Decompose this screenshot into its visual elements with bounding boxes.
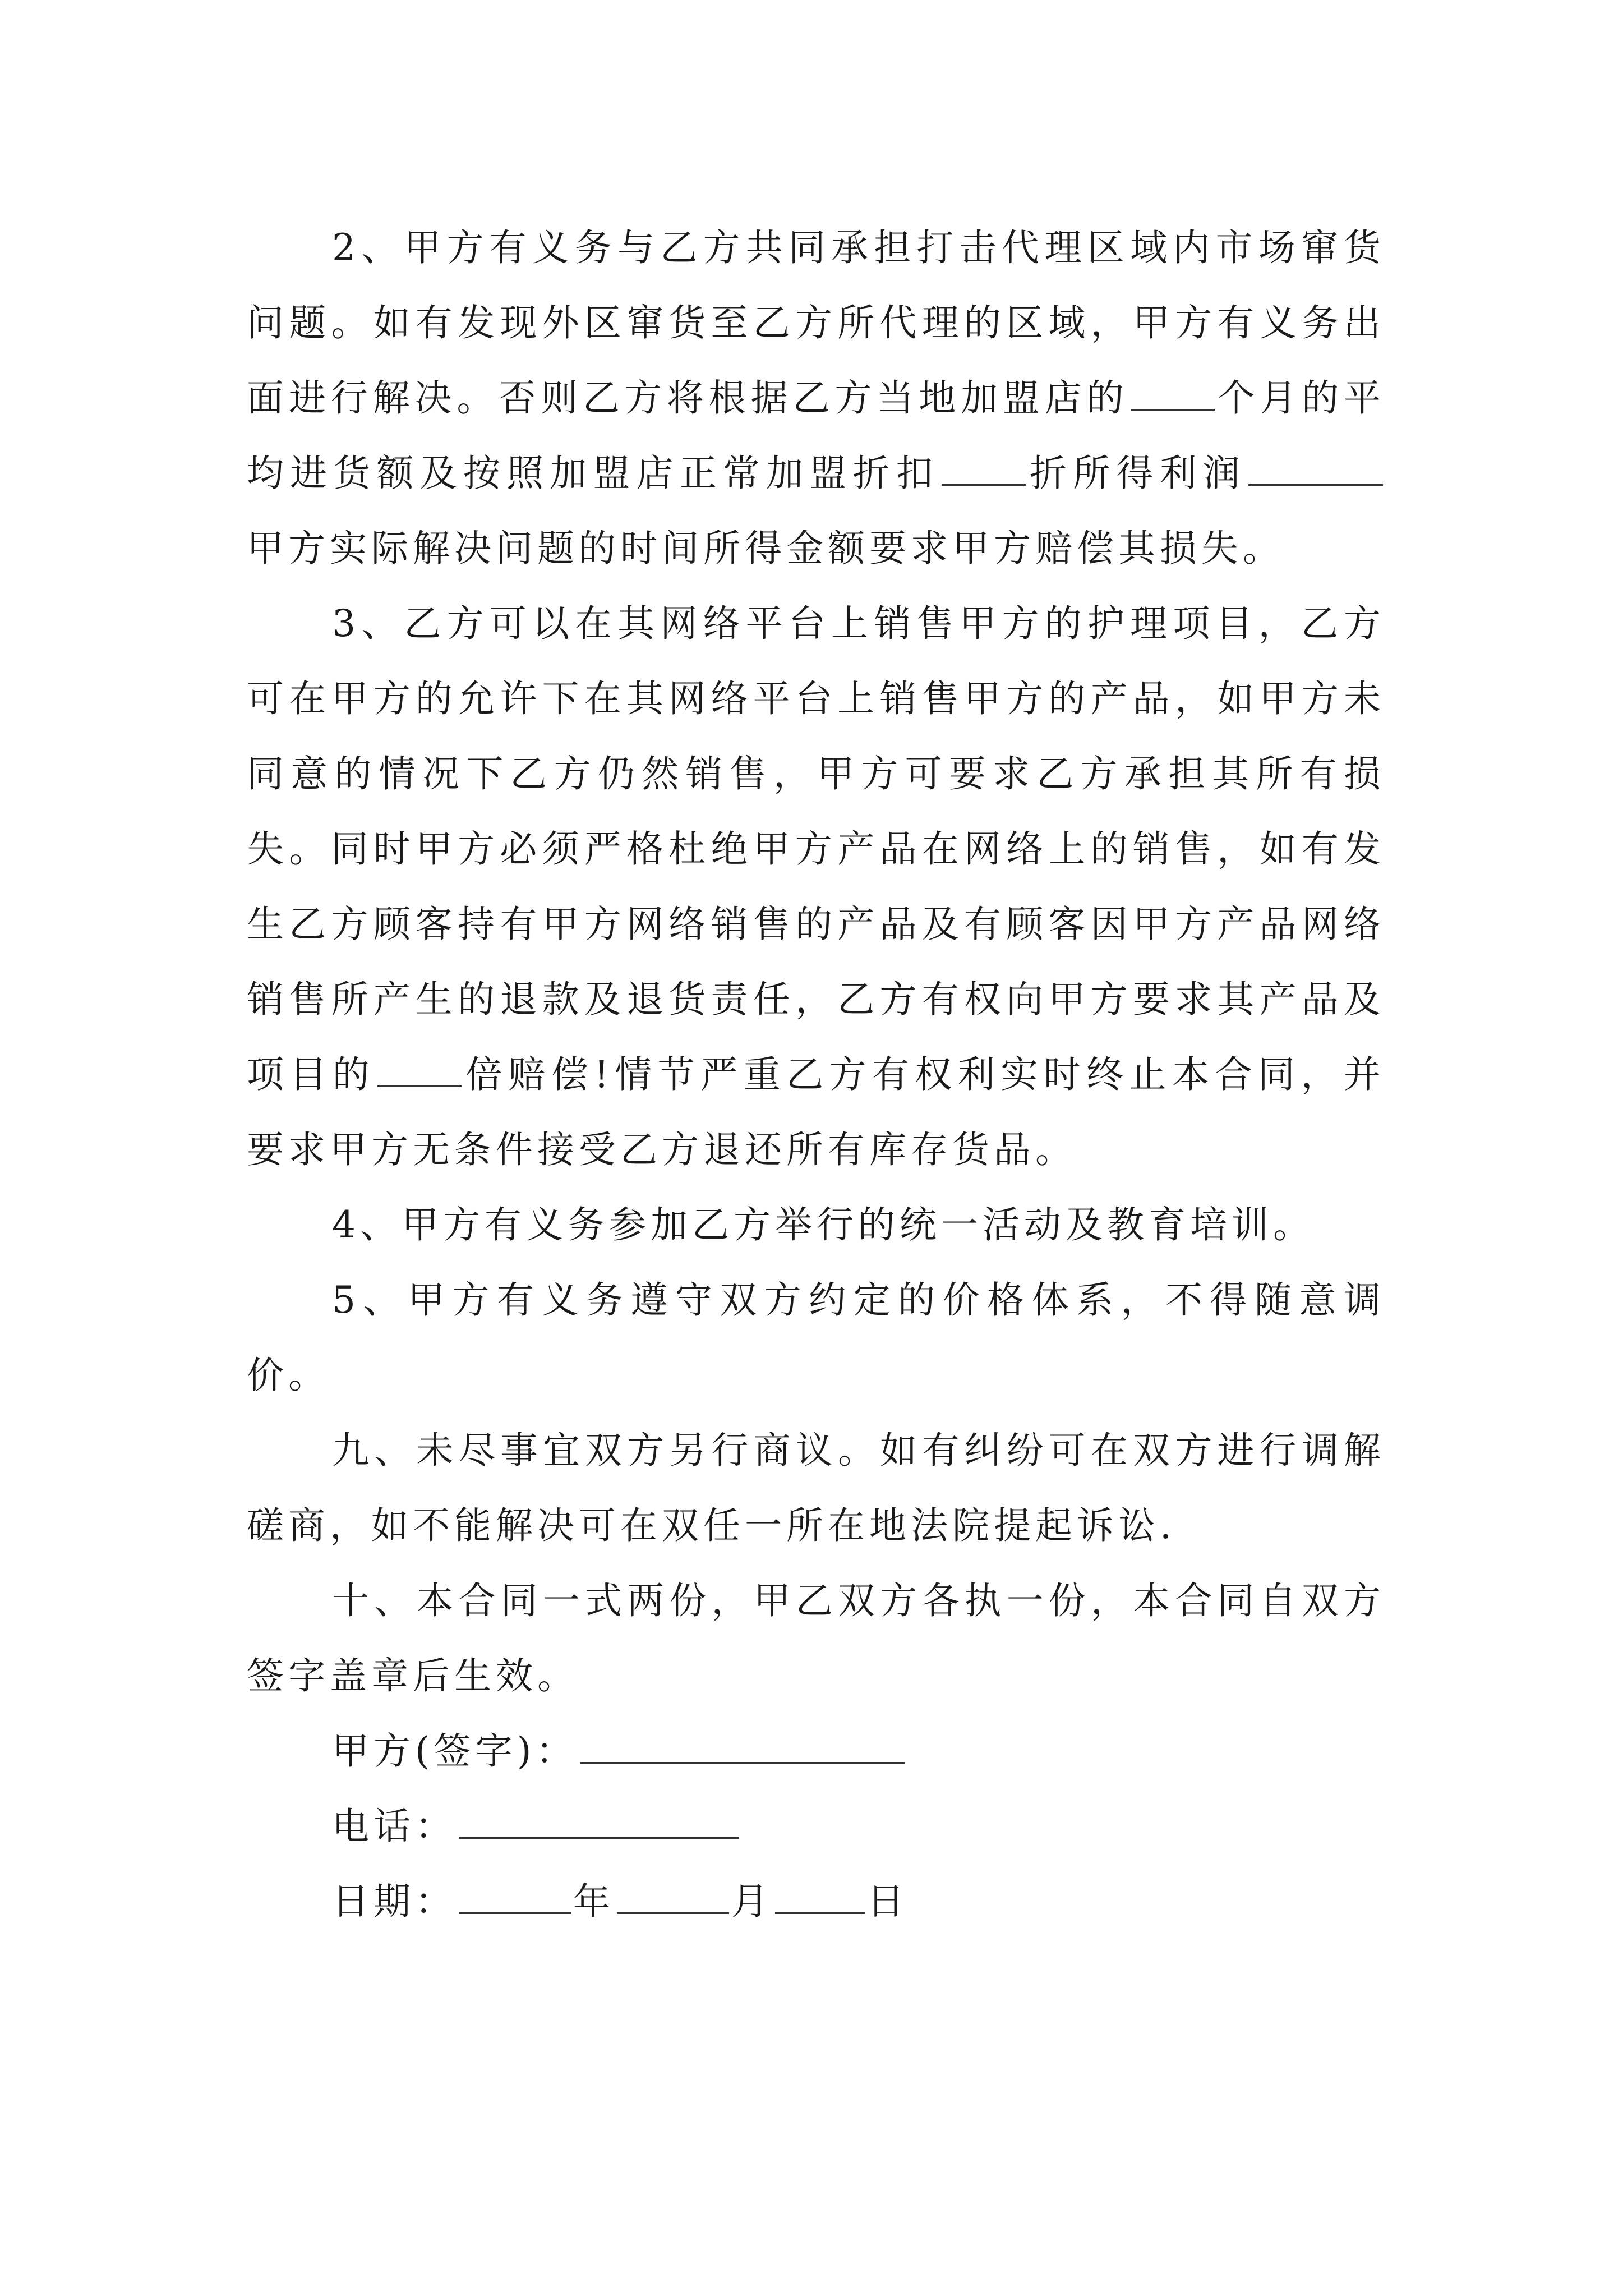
fill-blank-compensation-times[interactable] xyxy=(377,1053,462,1087)
clause-4: 4、甲方有义务参加乙方举行的统一活动及教育培训。 xyxy=(332,1203,1315,1246)
clause-9: 九、未尽事宜双方另行商议。如有纠纷可在双方进行调解磋商，如不能解决可在双任一所在地法院提起诉讼. xyxy=(247,1429,1385,1547)
clause-3-text-b: 倍赔偿!情节严重乙方有权利实时终止本合同，并要求甲方无条件接受乙方退还所有库存货品。 xyxy=(247,1053,1386,1171)
phone-label: 电话： xyxy=(332,1805,457,1848)
document-body xyxy=(247,210,1385,1939)
clause-10: 十、本合同一式两份，甲乙双方各执一份，本合同自双方签字盖章后生效。 xyxy=(247,1579,1385,1697)
fill-blank-discount[interactable] xyxy=(942,452,1026,486)
clause-3-text-a: 3、乙方可以在其网络平台上销售甲方的护理项目，乙方可在甲方的允许下在其网络平台上销售甲方的产品，如甲方未同意的情况下乙方仍然销售，甲方可要求乙方承担其所有损失。同时甲方必须严格杜绝甲方产品在网络上的销售，如有发生乙方顾客持有甲方网络销售的产品及有顾客因甲方产品网络销售所产生的退款及退货责任，乙方有权向甲方要求其产品及项目的 xyxy=(247,602,1385,1096)
clause-2 xyxy=(247,210,1385,586)
phone-field[interactable] xyxy=(459,1805,739,1839)
clause-2-text-b: 个月的平均进货额及按照加盟店正常加盟折扣 xyxy=(247,376,1386,495)
fill-blank-months[interactable] xyxy=(1131,376,1215,411)
party-a-signature-label: 甲方(签字)： xyxy=(332,1729,578,1773)
party-a-signature-field[interactable] xyxy=(580,1729,905,1764)
fill-blank-multiplier[interactable] xyxy=(1248,452,1383,486)
date-day-label: 日 xyxy=(867,1880,909,1923)
date-day-field[interactable] xyxy=(775,1880,865,1914)
date-year-label: 年 xyxy=(573,1880,615,1923)
clause-5: 5、甲方有义务遵守双方约定的价格体系，不得随意调价。 xyxy=(247,1278,1385,1397)
signature-phone-line xyxy=(247,1789,1385,1864)
clause-2-text-d: 甲方实际解决问题的时间所得金额要求甲方赔偿其损失。 xyxy=(247,527,1284,570)
date-month-label: 月 xyxy=(731,1880,773,1923)
signature-party-line xyxy=(247,1714,1385,1789)
clause-3 xyxy=(247,586,1385,1188)
date-label: 日期： xyxy=(332,1880,457,1923)
signature-date-line xyxy=(247,1864,1385,1939)
clause-2-text-c: 折所得利润 xyxy=(1027,452,1247,495)
clause-2-text-a: 2、甲方有义务与乙方共同承担打击代理区域内市场窜货问题。如有发现外区窜货至乙方所代理的区域，甲方有义务出面进行解决。否则乙方将根据乙方当地加盟店的 xyxy=(247,226,1385,420)
date-month-field[interactable] xyxy=(617,1880,729,1914)
date-year-field[interactable] xyxy=(459,1880,571,1914)
